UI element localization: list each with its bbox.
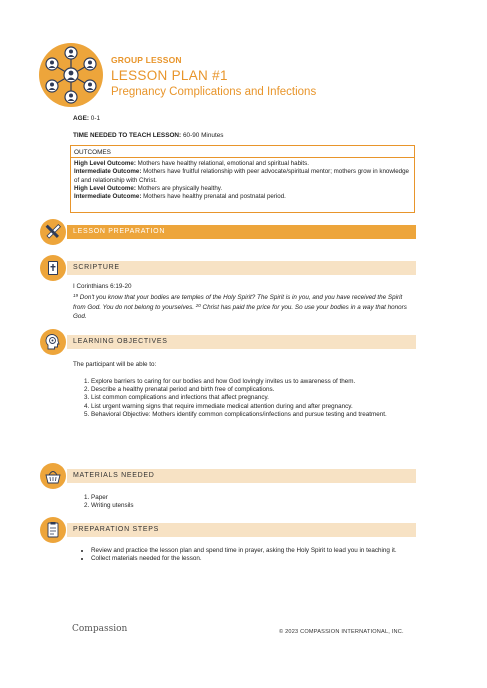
outcome-text: Mothers are physically healthy. — [137, 184, 223, 192]
outcome-label: High Level Outcome: — [74, 184, 136, 192]
outcome-text: Mothers have fruitful relationship with peer advocate/spiritual mentor; mothers grow in knowledge of and relationship with Christ. — [74, 168, 409, 184]
scripture-verse — [73, 292, 413, 321]
time-line — [73, 132, 223, 139]
verse-text: Christ has paid the price for you. So use your bodies in a way that honors God. — [73, 304, 407, 320]
steps-list — [73, 547, 418, 563]
bible-icon — [40, 255, 66, 281]
outcome-item — [74, 193, 411, 201]
section-title: LEARNING OBJECTIVES — [67, 335, 416, 349]
materials-list — [73, 494, 373, 510]
lesson-subtitle: Pregnancy Complications and Infections — [111, 86, 317, 98]
target-head-icon — [40, 329, 66, 355]
section-title: PREPARATION STEPS — [67, 523, 416, 537]
age-value: 0-1 — [90, 115, 101, 122]
list-item: 2. Describe a healthy prenatal period and birth free of complications. — [91, 386, 415, 394]
time-label: TIME NEEDED TO TEACH LESSON: — [73, 132, 182, 139]
list-item: 1. Paper — [91, 494, 373, 502]
objectives-intro: The participant will be able to: — [73, 361, 157, 368]
compassion-logo — [72, 624, 127, 634]
verse-number: 20 — [195, 303, 201, 309]
section-title: LESSON PREPARATION — [67, 225, 416, 239]
objectives-list — [73, 378, 415, 419]
outcome-label: Intermediate Outcome: — [74, 168, 142, 176]
outcomes-heading: OUTCOMES — [71, 146, 414, 158]
section-title: SCRIPTURE — [67, 261, 416, 275]
list-item: 5. Behavioral Objective: Mothers identify common complications/infections and pursue testing and treatment. — [91, 411, 415, 419]
outcome-item — [74, 185, 411, 193]
time-value: 60-90 Minutes — [182, 132, 224, 139]
outcome-text: Mothers have healthy prenatal and postnatal period. — [143, 193, 286, 201]
outcomes-box — [70, 145, 415, 213]
list-item: 1. Explore barriers to caring for our bodies and how God lovingly invites us to awareness of them. — [91, 378, 415, 386]
scripture-section — [40, 255, 416, 281]
scripture-passage — [73, 283, 413, 321]
lesson-preparation-section — [40, 219, 416, 245]
list-item: 4. List urgent warning signs that require immediate medical attention during and after pregnancy. — [91, 403, 415, 411]
learning-objectives-section — [40, 329, 416, 355]
outcome-text: Mothers have healthy relational, emotional and spiritual habits. — [137, 160, 309, 167]
preparation-steps-section — [40, 517, 416, 543]
age-label: AGE: — [73, 115, 89, 122]
outcome-label: Intermediate Outcome: — [74, 193, 142, 201]
pencil-ruler-icon — [40, 219, 66, 245]
lesson-header — [111, 55, 316, 98]
copyright: © 2023 COMPASSION INTERNATIONAL, INC. — [279, 629, 404, 635]
basket-icon — [40, 463, 66, 489]
outcome-item — [74, 160, 411, 168]
lesson-title: LESSON PLAN #1 — [111, 68, 228, 83]
verse-number: 19 — [73, 293, 79, 299]
scripture-reference: I Corinthians 6:19-20 — [73, 283, 132, 290]
group-lesson-icon — [38, 42, 104, 108]
lesson-kicker: GROUP LESSON — [111, 55, 182, 65]
list-item: • Collect materials needed for the lesson. — [91, 555, 418, 563]
outcome-label: High Level Outcome: — [74, 160, 136, 167]
list-item: • Review and practice the lesson plan and spend time in prayer, asking the Holy Spirit to lead you in teaching it. — [91, 547, 418, 555]
verse-text: Don't you know that your bodies are temples of the Holy Spirit? The Spirit is in you, and you have received the Spirit from God. You do not belong to yourselves. — [73, 294, 403, 312]
materials-section — [40, 463, 416, 489]
outcomes-list — [71, 158, 414, 203]
age-line — [73, 115, 100, 122]
list-item: 3. List common complications and infections that affect pregnancy. — [91, 394, 415, 402]
list-item: 2. Writing utensils — [91, 502, 373, 510]
clipboard-icon — [40, 517, 66, 543]
outcome-item — [74, 168, 411, 185]
logo-text: Compassion — [72, 624, 128, 634]
section-title: MATERIALS NEEDED — [67, 469, 416, 483]
